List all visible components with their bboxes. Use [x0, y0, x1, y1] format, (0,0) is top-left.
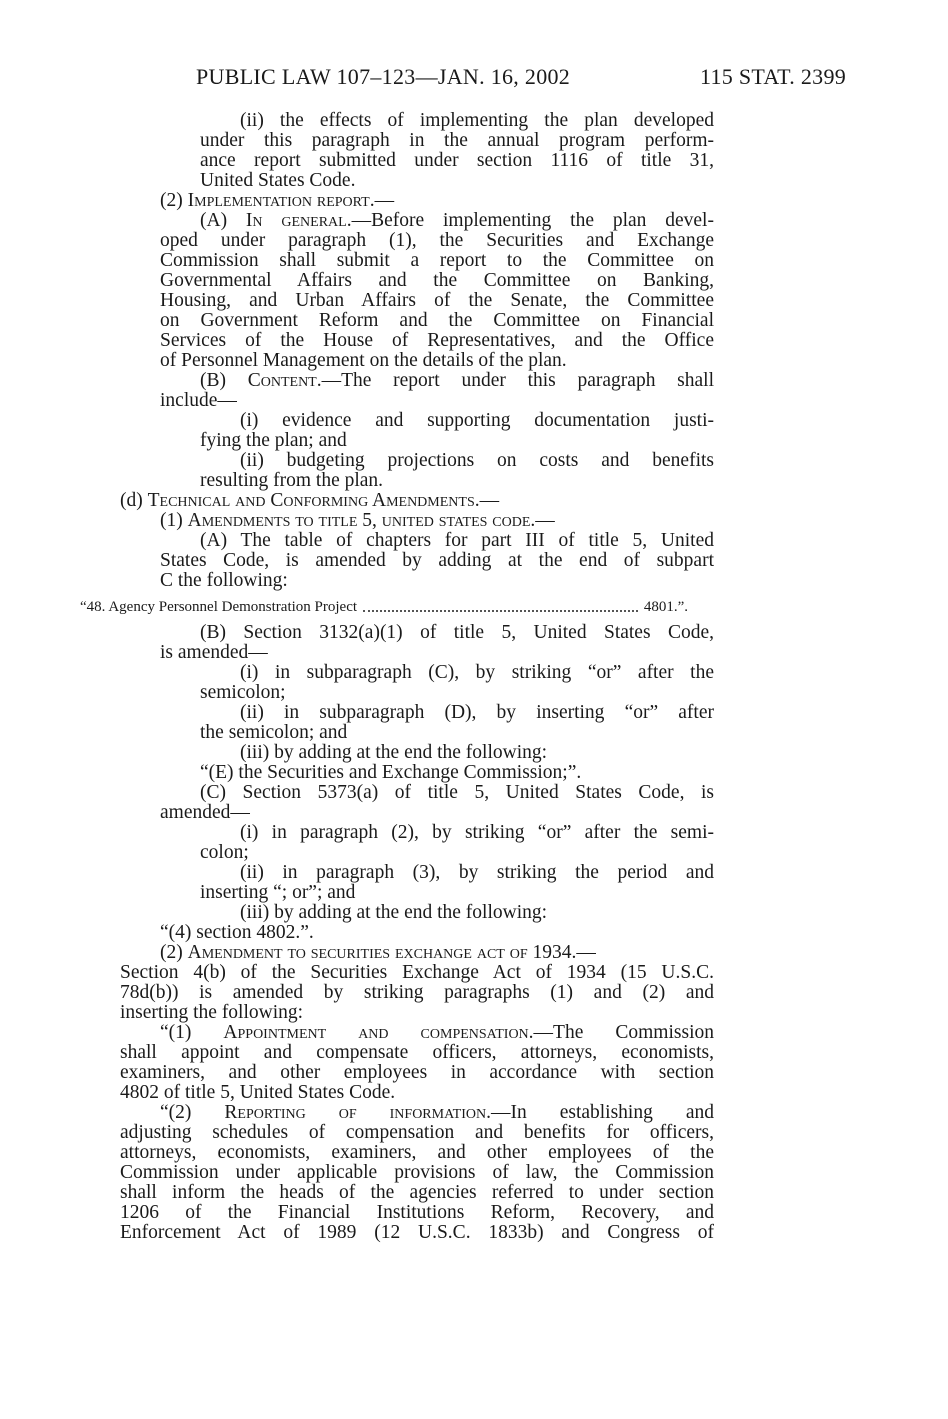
text-segment: .—The report under this paragraph shall: [316, 371, 714, 391]
section-heading: Reporting of information: [224, 1103, 487, 1123]
text-line: [120, 511, 714, 531]
text-line: [120, 471, 714, 491]
text-segment: examiners, and other employees in accordance with section: [120, 1063, 714, 1083]
text-segment: (2): [160, 191, 188, 211]
text-line: [120, 1163, 714, 1183]
text-line: [120, 863, 714, 883]
text-line: [120, 231, 714, 251]
text-line: [120, 111, 714, 131]
text-segment: inserting the following:: [120, 1003, 304, 1023]
text-line: [120, 271, 714, 291]
text-segment: .—: [530, 511, 555, 531]
text-segment: (iii) by adding at the end the following:: [240, 903, 548, 923]
text-line: [120, 1143, 714, 1163]
text-line: [120, 191, 714, 211]
text-segment: “(4) section 4802.”.: [160, 923, 314, 943]
text-line: [120, 843, 714, 863]
text-line: [120, 663, 714, 683]
text-segment: “(1): [160, 1023, 224, 1043]
text-line: [120, 723, 714, 743]
text-line: [120, 131, 714, 151]
chapter-section-number: 4801.”.: [643, 599, 688, 615]
text-line: [120, 823, 714, 843]
text-line: [120, 943, 714, 963]
text-segment: (1): [160, 511, 188, 531]
text-segment: .—The Commission: [528, 1023, 714, 1043]
text-line: [120, 1083, 714, 1103]
text-line: [120, 1103, 714, 1123]
text-segment: 1206 of the Financial Institutions Reform, Recovery, and: [120, 1203, 714, 1223]
text-line: [120, 371, 714, 391]
text-segment: (i) in subparagraph (C), by striking “or” after the: [240, 663, 714, 683]
text-segment: shall appoint and compensate officers, attorneys, economists,: [120, 1043, 714, 1063]
section-heading: Amendment to securities exchange act of 1934: [187, 943, 572, 963]
chapter-title: “48. Agency Personnel Demonstration Project: [80, 599, 358, 615]
public-law-citation: PUBLIC LAW 107–123—JAN. 16, 2002: [196, 64, 571, 89]
text-segment: Section 4(b) of the Securities Exchange Act of 1934 (15 U.S.C.: [120, 963, 714, 983]
section-heading: Amendments to title 5, united states code: [187, 511, 531, 531]
statute-page-number: 115 STAT. 2399: [700, 64, 847, 89]
text-segment: C the following:: [160, 571, 288, 591]
text-line: [120, 531, 714, 551]
text-segment: (A): [200, 211, 246, 231]
section-heading: Content: [247, 371, 317, 391]
text-segment: Services of the House of Representatives, and the Office: [160, 331, 714, 351]
text-segment: the semicolon; and: [200, 723, 348, 743]
text-line: [120, 291, 714, 311]
text-line: [120, 883, 714, 903]
text-segment: (ii) in paragraph (3), by striking the period and: [240, 863, 714, 883]
text-segment: Housing, and Urban Affairs of the Senate, the Committee: [160, 291, 714, 311]
text-segment: on Government Reform and the Committee on Financial: [160, 311, 714, 331]
text-line: [120, 1183, 714, 1203]
text-segment: “(E) the Securities and Exchange Commission;”.: [200, 763, 582, 783]
text-segment: of Personnel Management on the details of the plan.: [160, 351, 567, 371]
text-segment: attorneys, economists, examiners, and other employees of the: [120, 1143, 714, 1163]
text-line: [120, 571, 714, 591]
text-segment: (i) in paragraph (2), by striking “or” after the semi-: [240, 823, 714, 843]
text-line: [120, 1203, 714, 1223]
text-line: [120, 683, 714, 703]
text-segment: amended—: [160, 803, 250, 823]
text-segment: United States Code.: [200, 171, 356, 191]
text-line: [120, 251, 714, 271]
text-line: [120, 151, 714, 171]
text-segment: (d): [120, 491, 148, 511]
section-heading: In general: [245, 211, 347, 231]
text-segment: .—: [474, 491, 500, 511]
text-line: [120, 1123, 714, 1143]
text-segment: (ii) the effects of implementing the plan developed: [240, 111, 714, 131]
text-segment: States Code, is amended by adding at the end of subpart: [160, 551, 714, 571]
text-segment: adjusting schedules of compensation and benefits for officers,: [120, 1123, 714, 1143]
section-heading: Implementation report: [187, 191, 370, 211]
text-line: [120, 983, 714, 1003]
text-line: [120, 331, 714, 351]
text-line: [120, 903, 714, 923]
text-segment: colon;: [200, 843, 249, 863]
text-line: [120, 411, 714, 431]
text-line: [120, 1023, 714, 1043]
text-segment: fying the plan; and: [200, 431, 347, 451]
text-segment: .—: [571, 943, 596, 963]
text-segment: .—: [369, 191, 395, 211]
section-heading: Technical and Conforming Amendments: [147, 491, 475, 511]
text-segment: 78d(b)) is amended by striking paragraphs (1) and (2) and: [120, 983, 714, 1003]
text-line: [120, 491, 714, 511]
text-line: [120, 963, 714, 983]
text-segment: oped under paragraph (1), the Securities and Exchange: [160, 231, 714, 251]
text-segment: (A) The table of chapters for part III of title 5, United: [200, 531, 714, 551]
text-line: [120, 803, 714, 823]
text-line: [120, 431, 714, 451]
text-line: [120, 623, 714, 643]
text-segment: .—In establishing and: [486, 1103, 714, 1123]
text-segment: (ii) budgeting projections on costs and benefits: [240, 451, 714, 471]
text-line: [120, 351, 714, 371]
document-body: [80, 111, 714, 1243]
text-segment: 4802 of title 5, United States Code.: [120, 1083, 396, 1103]
text-segment: “(2): [160, 1103, 225, 1123]
text-line: [120, 703, 714, 723]
text-segment: inserting “; or”; and: [200, 883, 356, 903]
text-line: [120, 211, 714, 231]
text-segment: under this paragraph in the annual program perform-: [200, 131, 714, 151]
text-line: [120, 923, 714, 943]
text-segment: resulting from the plan.: [200, 471, 384, 491]
text-segment: (B) Section 3132(a)(1) of title 5, United States Code,: [200, 623, 714, 643]
text-line: [120, 311, 714, 331]
text-segment: shall inform the heads of the agencies referred to under section: [120, 1183, 714, 1203]
text-segment: ance report submitted under section 1116 of title 31,: [200, 151, 714, 171]
text-line: [120, 551, 714, 571]
text-segment: include—: [160, 391, 237, 411]
text-line: [120, 763, 714, 783]
text-line: [120, 1003, 714, 1023]
text-segment: Commission under applicable provisions of law, the Commission: [120, 1163, 714, 1183]
text-segment: (2): [160, 943, 188, 963]
text-segment: Governmental Affairs and the Committee on Banking,: [160, 271, 714, 291]
text-line: [120, 643, 714, 663]
text-segment: (C) Section 5373(a) of title 5, United States Code, is: [200, 783, 714, 803]
table-of-chapters-entry: [80, 594, 688, 620]
text-line: [120, 391, 714, 411]
text-segment: is amended—: [160, 643, 268, 663]
text-line: [120, 1223, 714, 1243]
text-line: [120, 451, 714, 471]
text-segment: Commission shall submit a report to the Committee on: [160, 251, 714, 271]
text-segment: Enforcement Act of 1989 (12 U.S.C. 1833b) and Congress of: [120, 1223, 714, 1243]
text-segment: (i) evidence and supporting documentation justi-: [240, 411, 714, 431]
text-line: [120, 783, 714, 803]
text-line: [120, 743, 714, 763]
page-header: [0, 64, 948, 94]
text-line: [120, 1063, 714, 1083]
text-segment: .—Before implementing the plan devel-: [346, 211, 714, 231]
text-segment: semicolon;: [200, 683, 286, 703]
text-segment: (iii) by adding at the end the following:: [240, 743, 548, 763]
text-line: [120, 1043, 714, 1063]
text-line: [120, 171, 714, 191]
text-segment: (B): [200, 371, 248, 391]
dot-leader: [363, 594, 638, 612]
section-heading: Appointment and compensation: [223, 1023, 529, 1043]
text-segment: (ii) in subparagraph (D), by inserting “or” after: [240, 703, 714, 723]
